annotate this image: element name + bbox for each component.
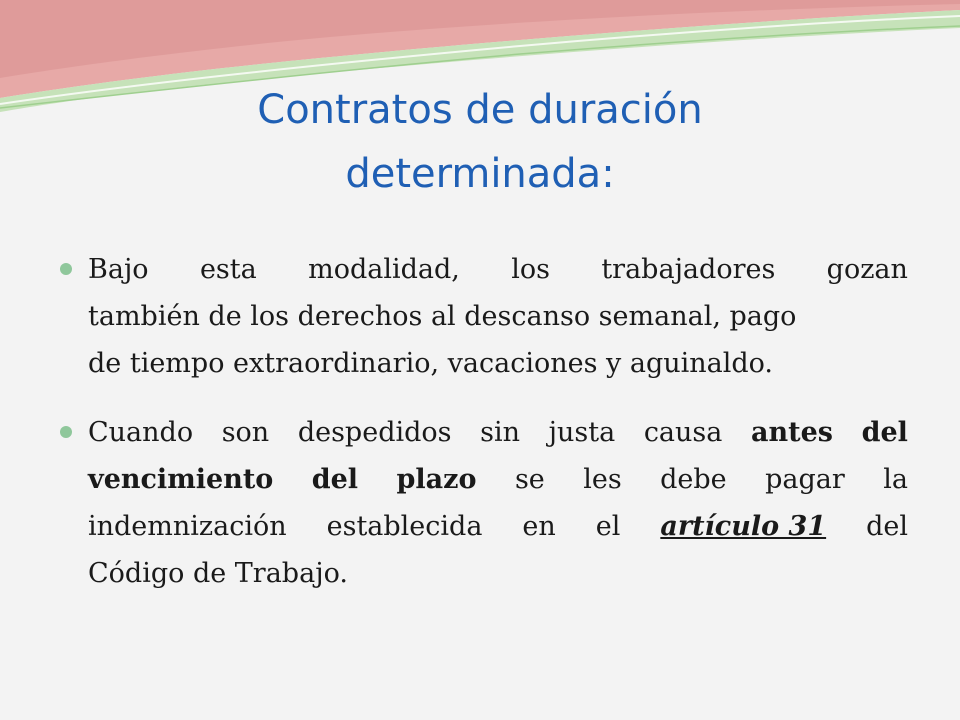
bullet-dot-icon xyxy=(60,263,72,275)
word: la xyxy=(883,464,908,495)
word: pagar xyxy=(765,464,845,495)
text-line xyxy=(88,409,908,456)
word: en xyxy=(522,511,556,542)
word: son xyxy=(221,417,270,448)
word: Bajo xyxy=(88,254,149,285)
word: debe xyxy=(660,464,727,495)
bullet-dot-icon xyxy=(60,426,72,438)
word: despedidos xyxy=(297,417,452,448)
text-line xyxy=(88,246,908,293)
word: justa xyxy=(548,417,616,448)
bold-word: antes xyxy=(750,417,833,448)
text-line xyxy=(88,456,908,503)
word: el xyxy=(595,511,621,542)
bold-word: del xyxy=(311,464,359,495)
bullet-text-2 xyxy=(88,409,908,597)
bullet-list xyxy=(60,246,908,619)
title-line-1: Contratos de duración xyxy=(257,87,703,133)
word: causa xyxy=(643,417,723,448)
word: trabajadores xyxy=(601,254,776,285)
word: se xyxy=(514,464,545,495)
text-line: también de los derechos al descanso semanal, pago xyxy=(88,301,797,332)
word: del xyxy=(866,511,908,542)
word: Cuando xyxy=(88,417,194,448)
text-line xyxy=(88,503,908,550)
bold-word: plazo xyxy=(396,464,477,495)
text-line: de tiempo extraordinario, vacaciones y aguinaldo. xyxy=(88,348,774,379)
text-line: Código de Trabajo. xyxy=(88,558,348,589)
word: los xyxy=(511,254,550,285)
word: esta xyxy=(199,254,257,285)
word: modalidad, xyxy=(308,254,460,285)
bullet-item-1 xyxy=(60,246,908,387)
word: les xyxy=(583,464,622,495)
article-31-reference: artículo 31 xyxy=(660,511,827,542)
bullet-text-1 xyxy=(88,246,908,387)
word: establecida xyxy=(326,511,483,542)
word: sin xyxy=(480,417,521,448)
bullet-item-2 xyxy=(60,409,908,597)
word: indemnización xyxy=(88,511,287,542)
title-line-2: determinada: xyxy=(345,151,615,197)
word: gozan xyxy=(826,254,908,285)
slide-title xyxy=(130,78,830,206)
bold-word: vencimiento xyxy=(88,464,274,495)
bold-word: del xyxy=(861,417,908,448)
